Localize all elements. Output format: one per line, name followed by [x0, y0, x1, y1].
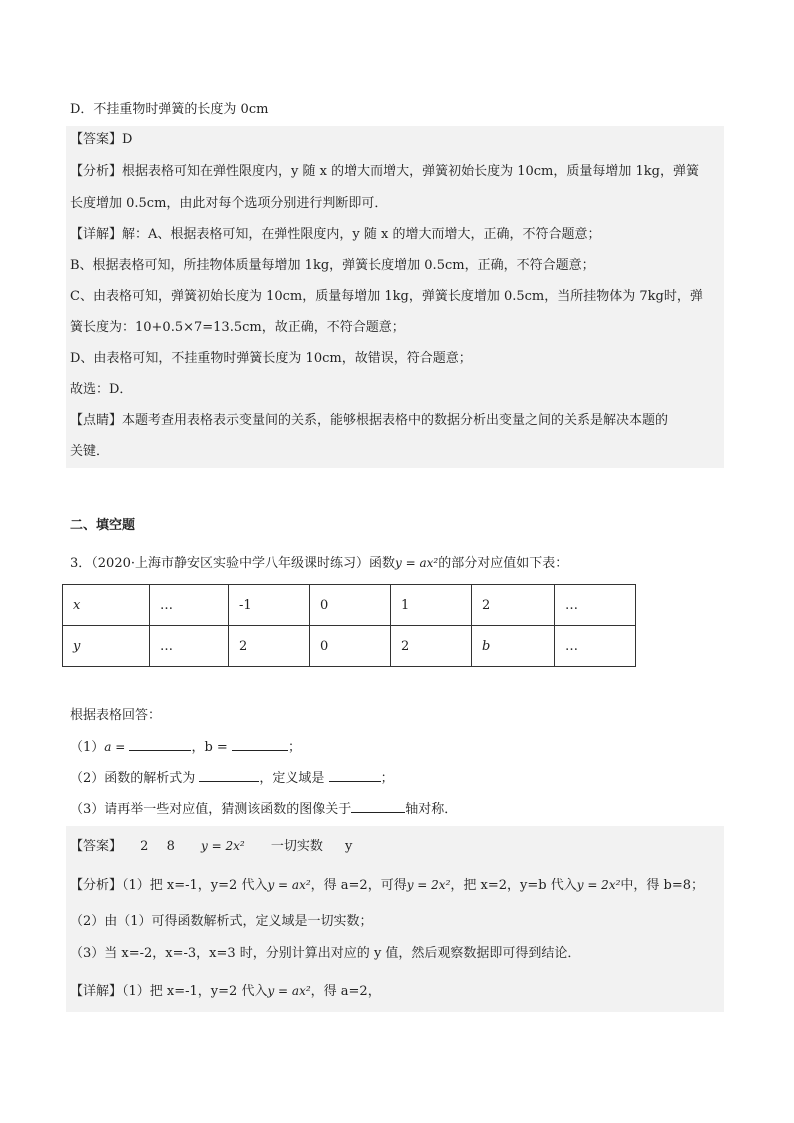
table-cell: y: [63, 626, 150, 667]
table-cell: 1: [391, 585, 472, 626]
answer-value: D: [122, 132, 133, 147]
answer-item: 2: [140, 839, 149, 854]
detail-line-1: [70, 225, 600, 245]
answer-item: 一切实数: [270, 839, 323, 854]
answer-tag: 【答案】: [70, 839, 123, 854]
detail-line-5: D、由表格可知，不挂重物时弹簧长度为 10cm，故错误，符合题意；: [70, 351, 472, 366]
formula: y = ax²: [267, 984, 311, 998]
point-line-2: 关键．: [70, 444, 110, 459]
sub1-a-label: a =: [104, 740, 126, 754]
q3-analysis-1: [70, 875, 704, 896]
detail-line-3: C、由表格可知，弹簧初始长度为 10cm，质量每增加 1kg，弹簧长度增加 0.5cm，当所挂物体为 7kg时，弹: [70, 289, 703, 304]
point-tag: 【点睛】: [70, 413, 123, 428]
analysis-text: 根据表格可知在弹性限度内，y 随 x 的增大而增大，弹簧初始长度为 10cm，质量每增加 1kg，弹簧: [122, 164, 699, 179]
formula: y = 2x²: [576, 878, 621, 892]
table-cell: …: [555, 626, 636, 667]
table-cell: 0: [310, 626, 391, 667]
detail-line-2: B、根据表格可知，所挂物体质量每增加 1kg，弹簧长度增加 0.5cm，正确，不符合题意；: [70, 258, 595, 273]
detail-text: ，得 a=2，: [310, 984, 381, 999]
sub1-end: ；: [287, 740, 301, 755]
formula: y = 2x²: [406, 878, 451, 892]
blank-domain[interactable]: [329, 767, 381, 782]
blank-b[interactable]: [232, 736, 288, 751]
sub2-prefix: （2）函数的解析式为: [70, 771, 196, 786]
table-cell: x: [63, 585, 150, 626]
analysis-line-2: 长度增加 0.5cm，由此对每个选项分别进行判断即可．: [70, 196, 388, 211]
analysis-text: ，把 x=2，y=b 代入: [450, 878, 577, 893]
answer-line-1: [70, 130, 132, 150]
section-title: 二、填空题: [70, 518, 136, 533]
option-d: D．不挂重物时弹簧的长度为 0cm: [70, 102, 269, 117]
q3-stem: [70, 553, 568, 574]
analysis-text: 中，得 b=8；: [620, 878, 705, 893]
answer-item: y = 2x²: [201, 839, 245, 853]
point-line-1: [70, 411, 668, 431]
q3-sub3: [70, 798, 457, 820]
table-cell: …: [150, 585, 229, 626]
blank-function[interactable]: [199, 767, 259, 782]
table-cell: 2: [472, 585, 555, 626]
table-cell: b: [472, 626, 555, 667]
q3-analysis-3: （3）当 x=-2，x=-3，x=3 时，分别计算出对应的 y 值，然后观察数据即可得到结论．: [70, 946, 581, 961]
detail-line-4: 簧长度为：10+0.5×7=13.5cm，故正确，不符合题意；: [70, 320, 405, 335]
detail-text: （1）把 x=-1，y=2 代入: [122, 984, 268, 999]
answer-tag: 【答案】: [70, 132, 123, 147]
analysis-tag: 【分析】: [70, 878, 123, 893]
blank-a[interactable]: [129, 736, 191, 751]
q3-sub1: [70, 736, 301, 758]
q3-stem-suffix: 的部分对应值如下表：: [438, 556, 569, 571]
detail-line-6: 故选：D．: [70, 382, 133, 397]
point-text: 本题考查用表格表示变量间的关系，能够根据表格中的数据分析出变量之间的关系是解决本题的: [122, 413, 669, 428]
answer-item: y: [344, 839, 353, 854]
analysis-text: ，得 a=2，可得: [310, 878, 407, 893]
table-cell: 2: [229, 626, 310, 667]
table-row-y: [63, 626, 636, 667]
q3-stem-function: y = ax²: [395, 556, 439, 570]
analysis-tag: 【分析】: [70, 164, 123, 179]
sub1-mid: ，b =: [191, 740, 228, 755]
blank-axis[interactable]: [351, 798, 405, 813]
table-cell: …: [150, 626, 229, 667]
q3-sub2: [70, 767, 394, 789]
q3-answer: [70, 836, 352, 857]
answer-item: 8: [166, 839, 175, 854]
sub1-prefix: （1）: [70, 740, 105, 755]
table-cell: -1: [229, 585, 310, 626]
sub2-mid: ，定义域是: [259, 771, 325, 786]
sub3-prefix: （3）请再举一些对应值，猜测该函数的图像关于: [70, 802, 352, 817]
q3-prompt: 根据表格回答：: [70, 708, 162, 723]
table-cell: …: [555, 585, 636, 626]
table-cell: 2: [391, 626, 472, 667]
table-row-x: [63, 585, 636, 626]
q3-stem-prefix: 3．（2020·上海市静安区实验中学八年级课时练习）函数: [70, 556, 395, 571]
detail-tag: 【详解】: [70, 984, 123, 999]
analysis-text: （1）把 x=-1，y=2 代入: [122, 878, 268, 893]
analysis-line-1: [70, 162, 699, 182]
detail-tag: 【详解】: [70, 227, 123, 242]
table-cell: 0: [310, 585, 391, 626]
sub2-end: ；: [380, 771, 394, 786]
q3-analysis-2: （2）由（1）可得函数解析式，定义域是一切实数；: [70, 914, 373, 929]
sub3-suffix: 轴对称．: [405, 802, 458, 817]
value-table: [62, 584, 636, 667]
detail-text: 解：A、根据表格可知，在弹性限度内，y 随 x 的增大而增大，正确，不符合题意；: [122, 227, 601, 242]
formula: y = ax²: [267, 878, 311, 892]
q3-detail-1: [70, 981, 381, 1002]
